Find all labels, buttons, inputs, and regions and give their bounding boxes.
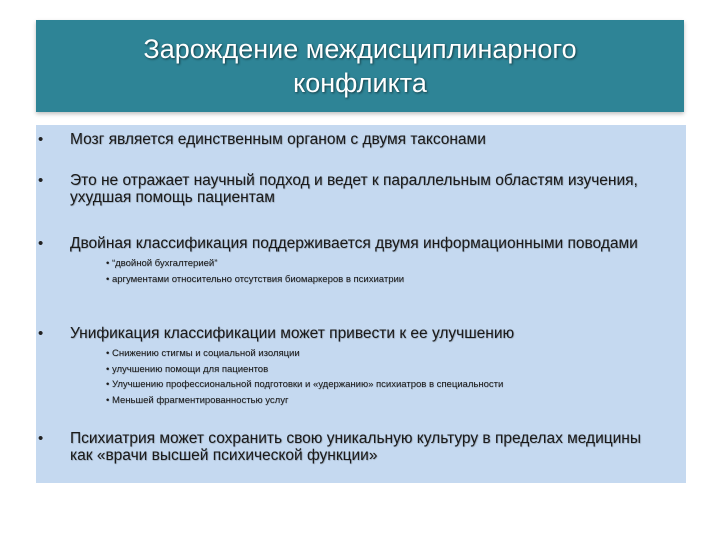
sub-item: • Снижению стигмы и социальной изоляции xyxy=(106,348,300,359)
bullet-item-1 xyxy=(36,131,686,148)
bullet-item-text: Психиатрия может сохранить свою уникальную культуру в пределах медицины как «врачи высшей психической функции» xyxy=(70,430,641,464)
sub-item: • аргументами относительно отсутствия биомаркеров в психиатрии xyxy=(106,273,405,285)
sub-item: • Меньшей фрагментированностью услуг xyxy=(106,394,289,406)
sub-item: • “двойной бухгалтерией” xyxy=(106,258,218,269)
sub-list xyxy=(106,346,686,408)
bullet-item-text: Унификация классификации может привести к ее улучшению xyxy=(70,325,515,342)
slide-title-line-1: Зарождение междисциплинарного xyxy=(143,34,577,64)
sub-item: • улучшению помощи для пациентов xyxy=(106,363,269,375)
bullet-item-5 xyxy=(36,430,686,464)
bullet-marker: • xyxy=(38,325,44,342)
bullet-item-4 xyxy=(36,325,686,408)
bullet-marker: • xyxy=(38,235,44,252)
slide-title-banner xyxy=(36,20,684,112)
bullet-marker: • xyxy=(38,131,44,148)
bullet-item-2 xyxy=(36,172,686,206)
bullet-item-text: Это не отражает научный подход и ведет к параллельным областям изучения, ухудшая помощь пациентам xyxy=(70,172,638,206)
bullet-item-text: Двойная классификация поддерживается двумя информационными поводами xyxy=(70,235,638,252)
slide-title-line-2: конфликта xyxy=(293,68,427,98)
bullet-content-panel xyxy=(36,125,686,483)
bullet-marker: • xyxy=(38,430,44,447)
sub-list xyxy=(106,256,686,287)
bullet-marker: • xyxy=(38,172,44,189)
bullet-item-text: Мозг является единственным органом с двумя таксонами xyxy=(70,131,486,148)
bullet-item-3 xyxy=(36,235,686,287)
sub-item: • Улучшению профессиональной подготовки и «удержанию» психиатров в специальности xyxy=(106,379,504,390)
